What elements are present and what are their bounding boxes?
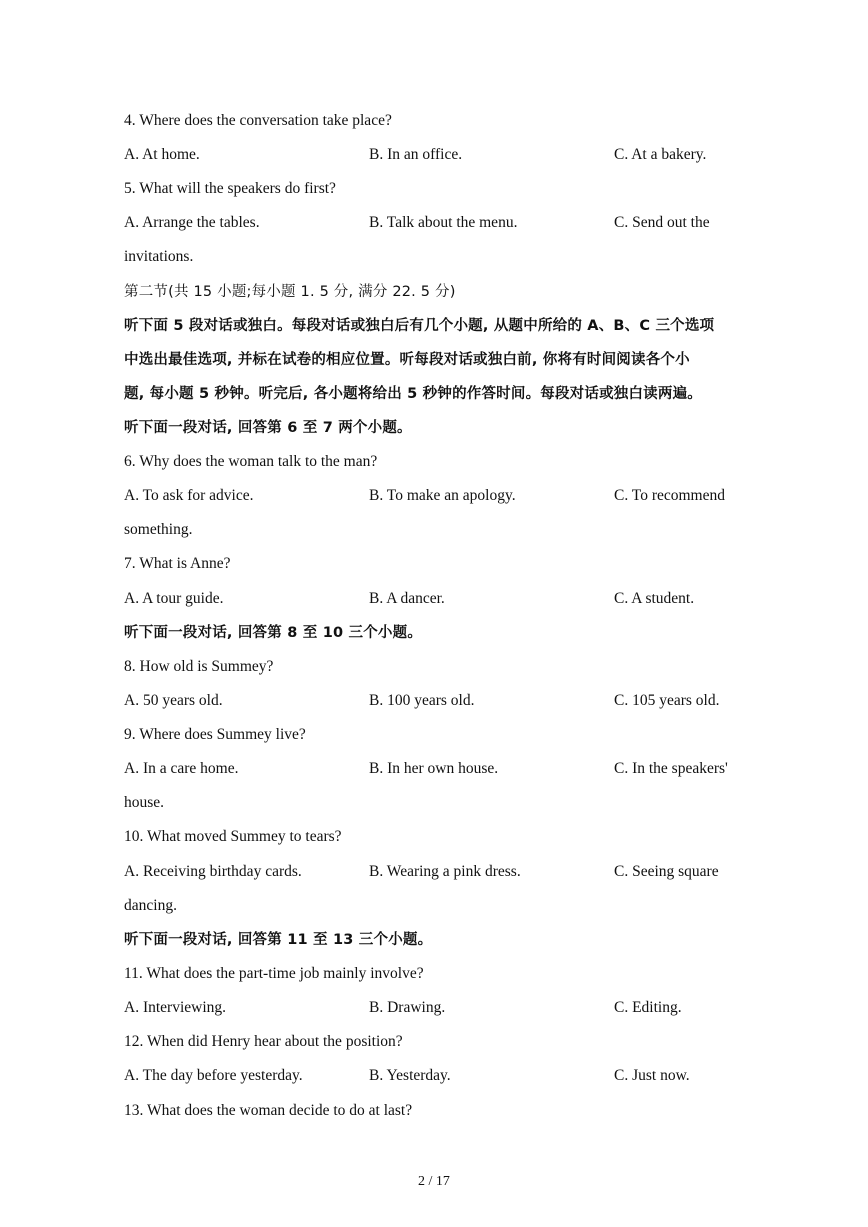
section-2-instructions-line1: 听下面 5 段对话或独白。每段对话或独白后有几个小题, 从题中所给的 A、B、C 三个选项 bbox=[124, 318, 715, 334]
option-a: A. In a care home. bbox=[124, 760, 239, 777]
section-2-instructions-line3: 题, 每小题 5 秒钟。听完后, 各小题将给出 5 秒钟的作答时间。每段对话或独白读两遍。 bbox=[124, 386, 702, 402]
option-c: C. In the speakers' bbox=[614, 760, 728, 777]
direction-q6-7: 听下面一段对话, 回答第 6 至 7 两个小题。 bbox=[124, 420, 412, 436]
question-10-option-wrap: dancing. bbox=[124, 897, 177, 914]
page-number: 2 / 17 bbox=[418, 1174, 450, 1189]
option-b: B. A dancer. bbox=[369, 590, 445, 607]
section-2-header: 第二节(共 15 小题;每小题 1. 5 分, 满分 22. 5 分) bbox=[124, 284, 456, 300]
direction-q8-10: 听下面一段对话, 回答第 8 至 10 三个小题。 bbox=[124, 625, 423, 641]
option-a: A. A tour guide. bbox=[124, 590, 224, 607]
option-c: C. A student. bbox=[614, 590, 695, 607]
question-9-option-wrap: house. bbox=[124, 794, 165, 811]
question-6-option-wrap: something. bbox=[124, 521, 193, 538]
option-b: B. In an office. bbox=[369, 146, 463, 163]
question-5-option-wrap: invitations. bbox=[124, 248, 194, 265]
option-b: B. Yesterday. bbox=[369, 1067, 451, 1084]
option-c: C. At a bakery. bbox=[614, 146, 707, 163]
question-10-stem: 10. What moved Summey to tears? bbox=[124, 828, 342, 845]
option-a: A. To ask for advice. bbox=[124, 487, 254, 504]
question-8-stem: 8. How old is Summey? bbox=[124, 658, 274, 675]
option-b: B. Wearing a pink dress. bbox=[369, 863, 521, 880]
option-c: C. Just now. bbox=[614, 1067, 690, 1084]
option-a: A. Arrange the tables. bbox=[124, 214, 260, 231]
question-11-stem: 11. What does the part-time job mainly involve? bbox=[124, 965, 424, 982]
option-a: A. The day before yesterday. bbox=[124, 1067, 303, 1084]
option-b: B. 100 years old. bbox=[369, 692, 475, 709]
option-b: B. To make an apology. bbox=[369, 487, 516, 504]
option-c: C. 105 years old. bbox=[614, 692, 720, 709]
question-5-stem: 5. What will the speakers do first? bbox=[124, 180, 336, 197]
question-4-stem: 4. Where does the conversation take place? bbox=[124, 112, 392, 129]
option-a: A. 50 years old. bbox=[124, 692, 223, 709]
question-12-stem: 12. When did Henry hear about the position? bbox=[124, 1033, 403, 1050]
option-a: A. At home. bbox=[124, 146, 200, 163]
option-b: B. In her own house. bbox=[369, 760, 499, 777]
question-6-stem: 6. Why does the woman talk to the man? bbox=[124, 453, 378, 470]
section-2-instructions-line2: 中选出最佳选项, 并标在试卷的相应位置。听每段对话或独白前, 你将有时间阅读各个小 bbox=[124, 352, 690, 368]
question-13-stem: 13. What does the woman decide to do at last? bbox=[124, 1102, 413, 1119]
question-9-stem: 9. Where does Summey live? bbox=[124, 726, 306, 743]
direction-q11-13: 听下面一段对话, 回答第 11 至 13 三个小题。 bbox=[124, 932, 433, 948]
option-a: A. Interviewing. bbox=[124, 999, 227, 1016]
option-c: C. Send out the bbox=[614, 214, 710, 231]
option-c: C. To recommend bbox=[614, 487, 725, 504]
option-c: C. Seeing square bbox=[614, 863, 719, 880]
question-7-stem: 7. What is Anne? bbox=[124, 555, 231, 572]
option-c: C. Editing. bbox=[614, 999, 682, 1016]
option-a: A. Receiving birthday cards. bbox=[124, 863, 302, 880]
option-b: B. Talk about the menu. bbox=[369, 214, 518, 231]
option-b: B. Drawing. bbox=[369, 999, 446, 1016]
